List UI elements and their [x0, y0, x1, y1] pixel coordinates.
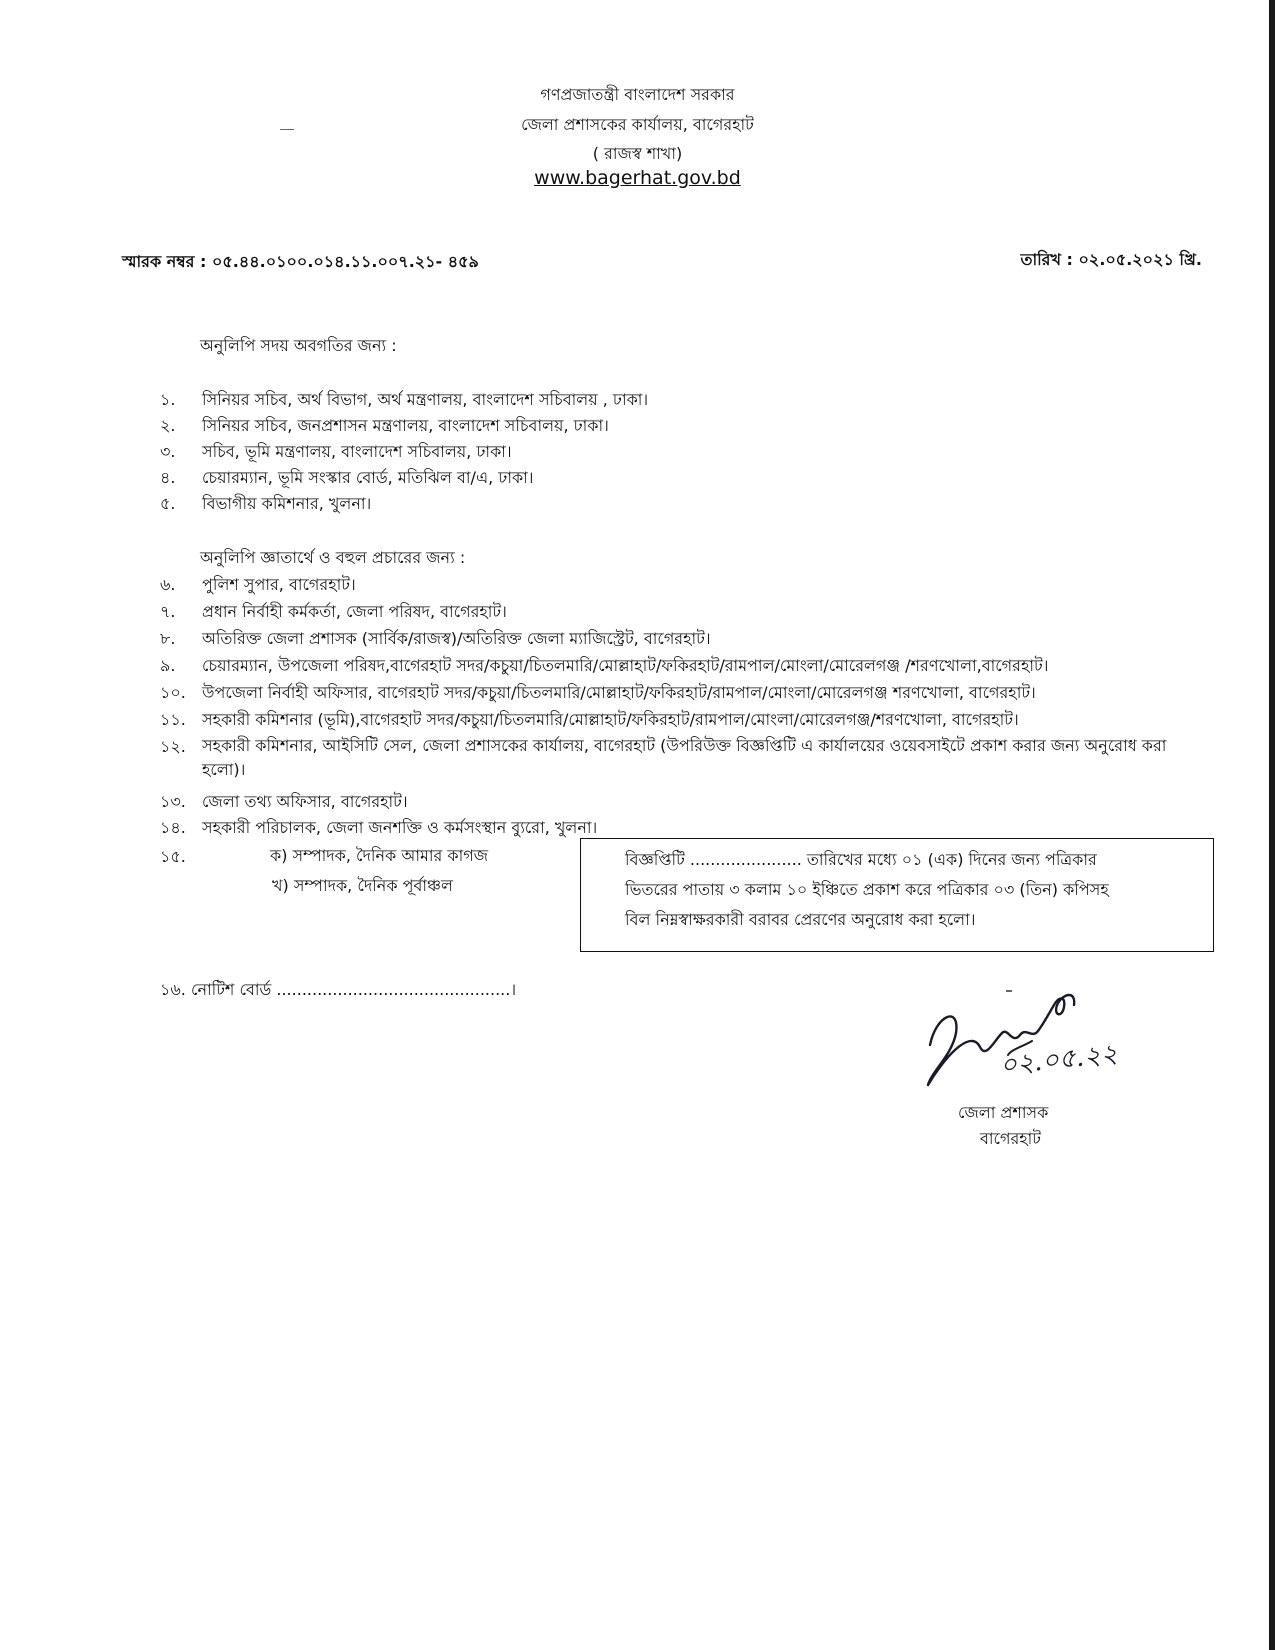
item-text: সহকারী কমিশনার (ভূমি),বাগেরহাট সদর/কচুয়া/চিতলমারি/মোল্লাহাট/ফকিরহাট/রামপাল/মোংলা/মোরেলগঞ্জ/শরণখোলা, বাগেরহাট। — [202, 710, 1019, 729]
header-website-link[interactable]: www.bagerhat.gov.bd — [534, 167, 741, 189]
item-text: উপজেলা নির্বাহী অফিসার, বাগেরহাট সদর/কচুয়া/চিতলমারি/মোল্লাহাট/ফকিরহাট/রামপাল/মোংলা/মোরেলগঞ্জ শরণখোলা, বাগেরহাট। — [202, 683, 1036, 702]
handwritten-signature — [916, 975, 1156, 1095]
item16-notice-board: ১৬. নোটিশ বোর্ড ..............................................। — [160, 980, 517, 999]
item-number: ৭. — [160, 602, 176, 621]
item-number: ৬. — [160, 575, 176, 594]
list-item — [160, 653, 1180, 677]
item15-number: ১৫. — [160, 847, 186, 866]
item-text: সচিব, ভূমি মন্ত্রণালয়, বাংলাদেশ সচিবালয়, ঢাকা। — [202, 442, 512, 461]
item-number: ৩. — [160, 442, 176, 461]
item-text: চেয়ারম্যান, উপজেলা পরিষদ,বাগেরহাট সদর/কচুয়া/চিতলমারি/মোল্লাহাট/ফকিরহাট/রামপাল/মোংলা/মোরেলগঞ্জ /শরণখোলা,বাগেরহাট। — [202, 656, 1049, 675]
header-govt: গণপ্রজাতন্ত্রী বাংলাদেশ সরকার — [540, 85, 735, 104]
list-item — [160, 439, 1180, 463]
list-item — [160, 465, 1180, 489]
signatory-title: জেলা প্রশাসক — [958, 1103, 1049, 1122]
item-number: ১০. — [160, 683, 186, 702]
notice-line-3: বিল নিম্নস্বাক্ষরকারী বরাবর প্রেরণের অনুরোধ করা হলো। — [625, 910, 976, 929]
list-item — [160, 707, 1180, 731]
item-text: পুলিশ সুপার, বাগেরহাট। — [202, 575, 356, 594]
section1-heading: অনুলিপি সদয় অবগতির জন্য : — [200, 336, 397, 355]
item-number: ১২. — [160, 737, 186, 756]
item-text: প্রধান নির্বাহী কর্মকর্তা, জেলা পরিষদ, বাগেরহাট। — [202, 602, 507, 621]
section2-heading: অনুলিপি জ্ঞাতার্থে ও বহুল প্রচারের জন্য : — [200, 548, 466, 567]
item-text: অতিরিক্ত জেলা প্রশাসক (সার্বিক/রাজস্ব)/অতিরিক্ত জেলা ম্যাজিস্ট্রেট, বাগেরহাট। — [202, 629, 711, 648]
list-item — [160, 789, 1180, 813]
item15-a: ক) সম্পাদক, দৈনিক আমার কাগজ — [270, 846, 489, 865]
item-text: জেলা তথ্য অফিসার, বাগেরহাট। — [202, 792, 408, 811]
item-text: বিভাগীয় কমিশনার, খুলনা। — [202, 494, 372, 513]
list-item — [160, 413, 1180, 437]
list-item — [160, 680, 1180, 704]
list-item — [160, 387, 1180, 411]
item-number: ৮. — [160, 629, 176, 648]
list-item — [160, 491, 1180, 515]
notice-line-2: ভিতরের পাতায় ৩ কলাম ১০ ইঞ্চিতে প্রকাশ করে পত্রিকার ০৩ (তিন) কপিসহ — [625, 880, 1109, 899]
item-text: চেয়ারম্যান, ভূমি সংস্কার বোর্ড, মতিঝিল বা/এ, ঢাকা। — [202, 468, 534, 487]
item-text: সহকারী কমিশনার, আইসিটি সেল, জেলা প্রশাসকের কার্যালয়, বাগেরহাট (উপরিউক্ত বিজ্ঞপ্তিটি এ কার্যালয়ের ওয়েবসাইটে প্রকাশ করার জন্য অনুরোধ করা হলো)। — [202, 736, 1167, 779]
list-item — [160, 572, 1180, 596]
item-number: ১৪. — [160, 818, 186, 837]
item-number: ৫. — [160, 494, 176, 513]
item-text: সিনিয়র সচিব, অর্থ বিভাগ, অর্থ মন্ত্রণালয়, বাংলাদেশ সচিবালয় , ঢাকা। — [202, 390, 649, 409]
item15-b: খ) সম্পাদক, দৈনিক পূর্বাঞ্চল — [272, 876, 453, 895]
item-number: ১১. — [160, 710, 186, 729]
list-item — [160, 599, 1180, 623]
signatory-place: বাগেরহাট — [980, 1129, 1042, 1148]
memo-date: তারিখ : ০২.০৫.২০২১ খ্রি. — [1020, 250, 1202, 269]
list-item — [160, 626, 1180, 650]
item-text: সহকারী পরিচালক, জেলা জনশক্তি ও কর্মসংস্থান ব্যুরো, খুলনা। — [202, 818, 598, 837]
list-item — [160, 815, 1180, 839]
signature-date: ০২.০৫.২২ — [998, 1038, 1120, 1082]
notice-line-1: বিজ্ঞপ্তিটি ...................... তারিখের মধ্যে ০১ (এক) দিনের জন্য পত্রিকার — [625, 850, 1097, 869]
item-number: ১৩. — [160, 792, 186, 811]
scan-edge — [1269, 0, 1275, 1650]
item-number: ২. — [160, 416, 176, 435]
header-branch: ( রাজস্ব শাখা) — [592, 144, 683, 163]
item-number: ৯. — [160, 656, 176, 675]
header-office: জেলা প্রশাসকের কার্যালয়, বাগেরহাট — [521, 115, 754, 134]
list-item — [160, 734, 1180, 784]
notice-box — [580, 838, 1214, 952]
memo-reference: স্মারক নম্বর : ০৫.৪৪.০১০০.০১৪.১১.০০৭.২১- ৪৫৯ — [122, 252, 479, 271]
item-text: সিনিয়র সচিব, জনপ্রশাসন মন্ত্রণালয়, বাংলাদেশ সচিবালয়, ঢাকা। — [202, 416, 609, 435]
item-number: ১. — [160, 390, 176, 409]
item-number: ৪. — [160, 468, 176, 487]
